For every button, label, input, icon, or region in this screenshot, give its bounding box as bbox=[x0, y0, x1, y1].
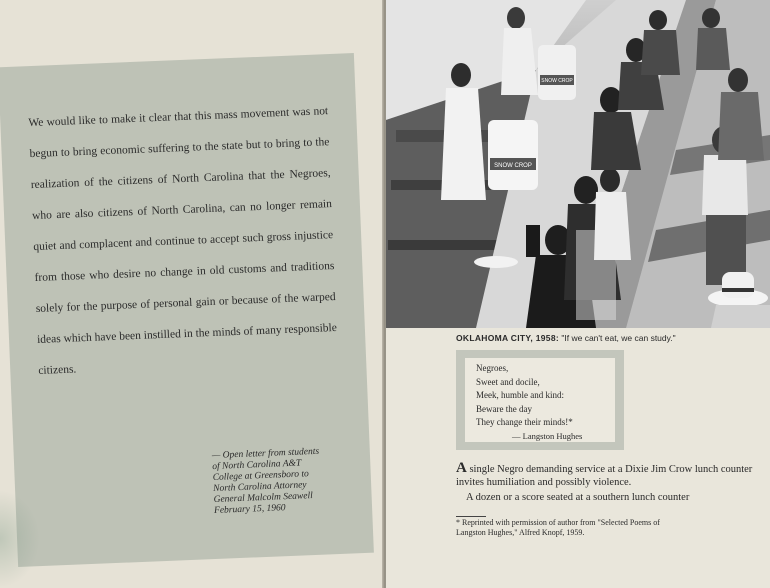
poem-line: Sweet and docile, bbox=[476, 376, 540, 387]
left-page bbox=[0, 0, 384, 588]
poem-author: — Langston Hughes bbox=[512, 430, 583, 441]
right-page bbox=[386, 0, 770, 588]
poem-line: Negroes, bbox=[476, 363, 509, 373]
photo-caption bbox=[456, 333, 756, 343]
quote-panel bbox=[0, 53, 374, 567]
sign-snow-crop-1: SNOW CROP bbox=[494, 163, 532, 169]
caption-quote: "If we can't eat, we can study." bbox=[561, 333, 676, 343]
footnote: * Reprinted with permission of author from "Selected Poems of Langston Hughes," Alfred Knopf, 1959. bbox=[456, 518, 660, 537]
body-paragraph-2: A dozen or a score seated at a southern lunch counter bbox=[466, 492, 690, 503]
paper-stain bbox=[0, 490, 40, 588]
quote-attribution: — Open letter from students of North Carolina A&T College at Greensboro to North Carolina Attorney General Malcolm Seawell February 15, 1960 bbox=[211, 446, 320, 517]
quote-text: We would like to make it clear that this mass movement was not begun to bring economic suffering to the state but to bring to the realization of the citizens of North Carolina that the Negroes, who are also citizens of North Carolina, can no longer remain quiet and complacent and continue to accept such gross injustice from those who desire no change in old customs and traditions solely for the purpose of personal gain or because of the warped ideas which have been instilled in the minds of many responsible citizens. bbox=[28, 105, 338, 377]
poem-line: They change their minds!* bbox=[476, 417, 573, 427]
lunch-counter-photo bbox=[386, 0, 770, 328]
caption-place: OKLAHOMA CITY, 1958: bbox=[456, 333, 559, 343]
poem-box bbox=[456, 350, 624, 450]
drop-cap: A bbox=[456, 460, 467, 476]
body-paragraph-1-text: single Negro demanding service at a Dixie Jim Crow lunch counter invites humiliation and possibly violence. bbox=[456, 464, 753, 488]
footnote-rule bbox=[456, 516, 486, 517]
poem-line: Meek, humble and kind: bbox=[476, 390, 564, 400]
body-text bbox=[456, 462, 756, 505]
poem-line: Beware the day bbox=[476, 403, 532, 414]
sign-snow-crop-2: SNOW CROP bbox=[541, 78, 573, 84]
poem bbox=[476, 362, 616, 443]
body-paragraph-1 bbox=[456, 462, 756, 489]
